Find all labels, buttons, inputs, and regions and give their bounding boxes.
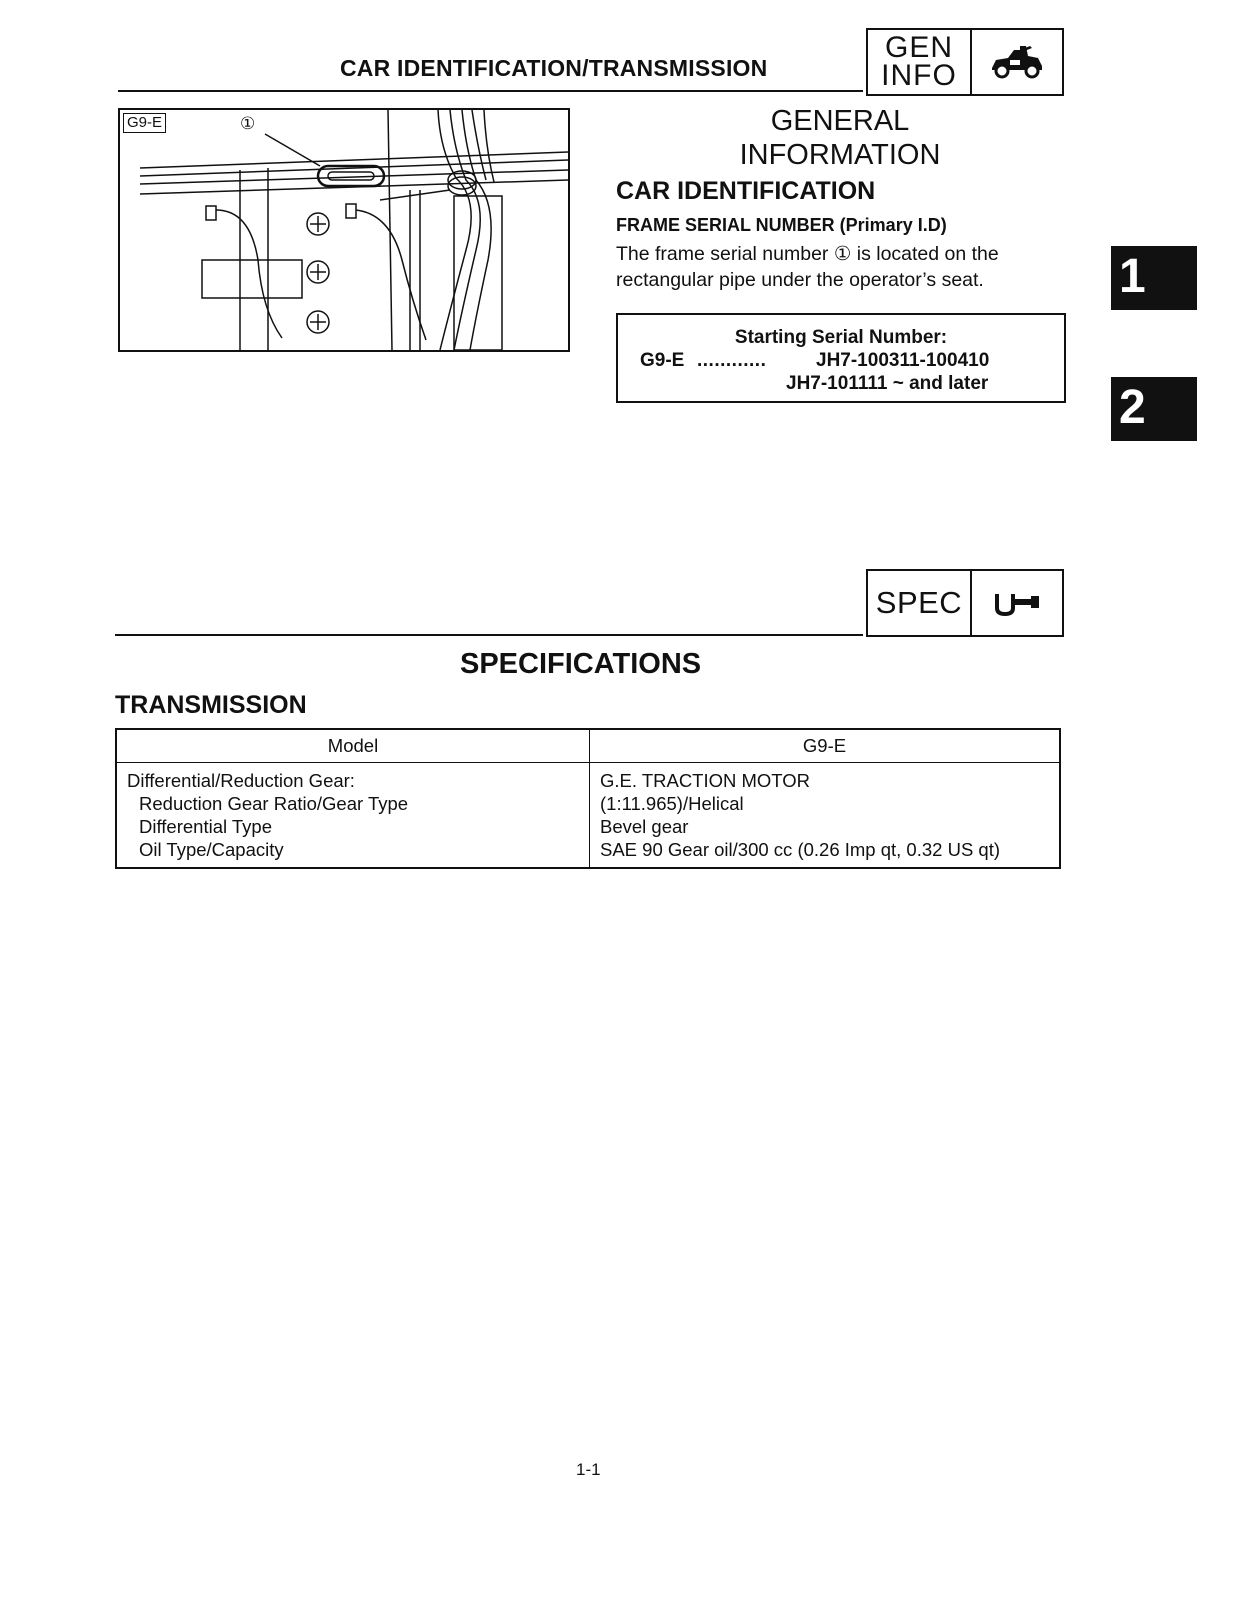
general-heading-line1: GENERAL bbox=[770, 105, 910, 137]
starting-serial-number-box bbox=[616, 313, 1066, 403]
serial-range-1: JH7-100311-100410 bbox=[816, 350, 990, 371]
starting-serial-heading: Starting Serial Number: bbox=[734, 327, 948, 348]
spec-value: (1:11.965)/Helical bbox=[600, 793, 744, 814]
badge-line-gen: GEN bbox=[884, 31, 953, 64]
spec-item: Differential Type bbox=[139, 816, 273, 837]
frame-serial-figure bbox=[118, 108, 570, 352]
table-row bbox=[116, 763, 1060, 869]
serial-range-2: JH7-101111 ~ and later bbox=[786, 373, 989, 394]
transmission-spec-table bbox=[115, 728, 1061, 869]
golf-car-icon bbox=[972, 30, 1062, 94]
chapter-tab-2: 2 bbox=[1111, 377, 1197, 441]
spec-badge bbox=[866, 569, 1064, 637]
page-header-title: CAR IDENTIFICATION/TRANSMISSION bbox=[340, 55, 768, 81]
table-header-g9e: G9-E bbox=[590, 729, 1061, 763]
spec-rule bbox=[115, 634, 863, 636]
spec-value: G.E. TRACTION MOTOR bbox=[600, 770, 811, 791]
spec-value: SAE 90 Gear oil/300 cc (0.26 Imp qt, 0.32 US qt) bbox=[600, 839, 1001, 860]
gen-info-badge-text bbox=[868, 30, 972, 94]
spec-item: Differential/Reduction Gear: bbox=[127, 770, 355, 791]
header-rule bbox=[118, 90, 863, 92]
table-header-row bbox=[116, 729, 1060, 763]
transmission-heading: TRANSMISSION bbox=[115, 691, 307, 719]
frame-drawing-image bbox=[120, 110, 568, 350]
spec-item: Oil Type/Capacity bbox=[139, 839, 284, 860]
wrench-icon bbox=[972, 571, 1062, 635]
general-information-heading bbox=[690, 104, 990, 172]
frame-serial-description bbox=[616, 241, 1076, 293]
serial-leader-dots: ............ bbox=[697, 350, 767, 371]
car-identification-heading: CAR IDENTIFICATION bbox=[616, 177, 876, 205]
figure-callout-1: ① bbox=[240, 114, 256, 133]
spec-value: Bevel gear bbox=[600, 816, 689, 837]
page-number: 1-1 bbox=[576, 1460, 601, 1479]
general-heading-line2: INFORMATION bbox=[739, 139, 941, 171]
table-cell-items bbox=[116, 763, 590, 869]
table-cell-values bbox=[590, 763, 1061, 869]
gen-info-badge bbox=[866, 28, 1064, 96]
spec-badge-text: SPEC bbox=[868, 571, 972, 635]
description-line2: rectangular pipe under the operator’s seat. bbox=[616, 269, 984, 291]
chapter-tab-1: 1 bbox=[1111, 246, 1197, 310]
description-line1: The frame serial number ① is located on the bbox=[616, 243, 999, 265]
figure-model-label: G9-E bbox=[123, 113, 166, 133]
frame-serial-number-heading: FRAME SERIAL NUMBER (Primary I.D) bbox=[616, 215, 947, 235]
spec-item: Reduction Gear Ratio/Gear Type bbox=[139, 793, 409, 814]
serial-model: G9-E bbox=[640, 350, 685, 371]
specifications-heading: SPECIFICATIONS bbox=[460, 648, 702, 680]
table-header-model: Model bbox=[116, 729, 590, 763]
badge-line-info: INFO bbox=[881, 59, 957, 92]
